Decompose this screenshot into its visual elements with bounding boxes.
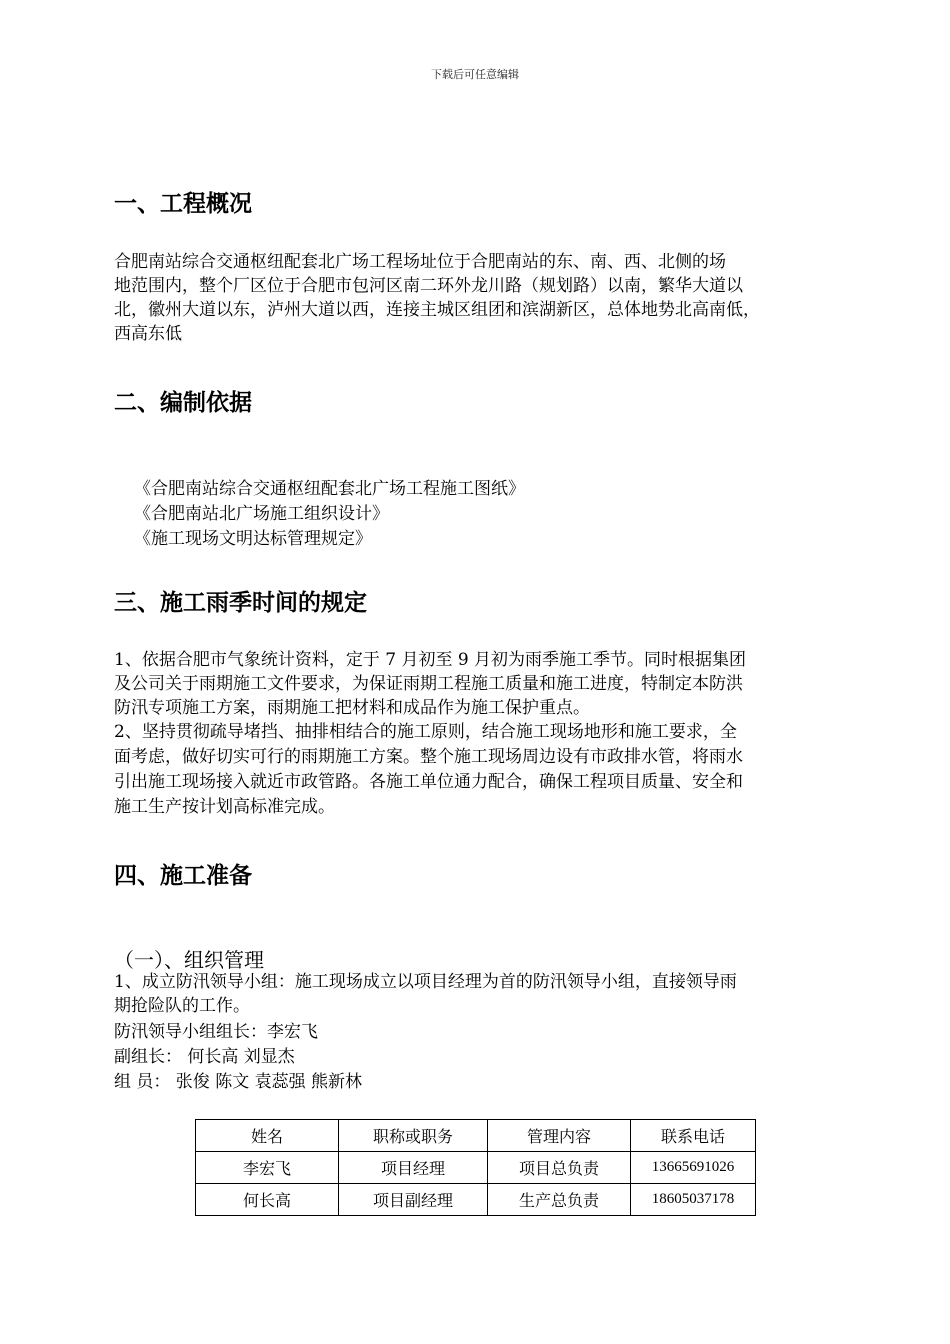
leader-line: 防汛领导小组组长：李宏飞 bbox=[114, 1022, 318, 1042]
table-cell: 项目总负责 bbox=[488, 1152, 631, 1184]
table-cell: 生产总负责 bbox=[488, 1184, 631, 1216]
table-header-cell: 联系电话 bbox=[631, 1120, 756, 1152]
reference-document: 《合肥南站综合交通枢纽配套北广场工程施工图纸》 bbox=[134, 479, 525, 499]
section-1-line: 地范围内，整个厂区位于合肥市包河区南二环外龙川路（规划路）以南，繁华大道以 bbox=[114, 276, 743, 296]
section-1-line: 北，徽州大道以东，泸州大道以西，连接主城区组团和滨湖新区，总体地势北高南低， bbox=[114, 300, 760, 320]
table-cell: 13665691026 bbox=[631, 1152, 756, 1184]
table-header-cell: 管理内容 bbox=[488, 1120, 631, 1152]
table-cell: 李宏飞 bbox=[196, 1152, 339, 1184]
table-cell: 何长高 bbox=[196, 1184, 339, 1216]
table-row bbox=[196, 1184, 756, 1216]
members-line: 组 员： 张俊 陈文 袁蕊强 熊新林 bbox=[114, 1072, 363, 1092]
section-1-title: 一、工程概况 bbox=[114, 191, 252, 217]
reference-document: 《施工现场文明达标管理规定》 bbox=[134, 529, 372, 549]
section-3-line: 引出施工现场接入就近市政管路。各施工单位通力配合，确保工程项目质量、安全和 bbox=[114, 772, 743, 792]
reference-document: 《合肥南站北广场施工组织设计》 bbox=[134, 504, 389, 524]
deputy-leader-line: 副组长： 何长高 刘显杰 bbox=[114, 1047, 295, 1067]
table-header-row bbox=[196, 1120, 756, 1152]
section-2-title: 二、编制依据 bbox=[114, 390, 252, 416]
page-header-note: 下载后可任意编辑 bbox=[431, 68, 519, 81]
table-cell: 18605037178 bbox=[631, 1184, 756, 1216]
table-row bbox=[196, 1152, 756, 1184]
section-4-line: 期抢险队的工作。 bbox=[114, 996, 250, 1016]
section-3-title: 三、施工雨季时间的规定 bbox=[114, 590, 367, 616]
table-cell: 项目副经理 bbox=[339, 1184, 488, 1216]
table-header-cell: 职称或职务 bbox=[339, 1120, 488, 1152]
section-3-line: 面考虑，做好切实可行的雨期施工方案。整个施工现场周边设有市政排水管，将雨水 bbox=[114, 747, 743, 767]
section-1-line: 西高东低 bbox=[114, 324, 182, 344]
section-1-line: 合肥南站综合交通枢纽配套北广场工程场址位于合肥南站的东、南、西、北侧的场 bbox=[114, 252, 726, 272]
section-4-line: 1、成立防汛领导小组：施工现场成立以项目经理为首的防汛领导小组，直接领导雨 bbox=[114, 972, 737, 992]
section-4-title: 四、施工准备 bbox=[114, 863, 252, 889]
section-3-line: 防汛专项施工方案，雨期施工把材料和成品作为施工保护重点。 bbox=[114, 698, 590, 718]
section-3-line: 及公司关于雨期施工文件要求，为保证雨期工程施工质量和施工进度，特制定本防洪 bbox=[114, 674, 743, 694]
contacts-table bbox=[195, 1119, 756, 1216]
section-3-line: 1、依据合肥市气象统计资料，定于 7 月初至 9 月初为雨季施工季节。同时根据集团 bbox=[114, 650, 747, 670]
section-3-line: 施工生产按计划高标准完成。 bbox=[114, 797, 335, 817]
table-cell: 项目经理 bbox=[339, 1152, 488, 1184]
table-header-cell: 姓名 bbox=[196, 1120, 339, 1152]
subsection-title: （一）、组织管理 bbox=[114, 948, 264, 972]
section-3-line: 2、坚持贯彻疏导堵挡、抽排相结合的施工原则，结合施工现场地形和施工要求，全 bbox=[114, 722, 737, 742]
